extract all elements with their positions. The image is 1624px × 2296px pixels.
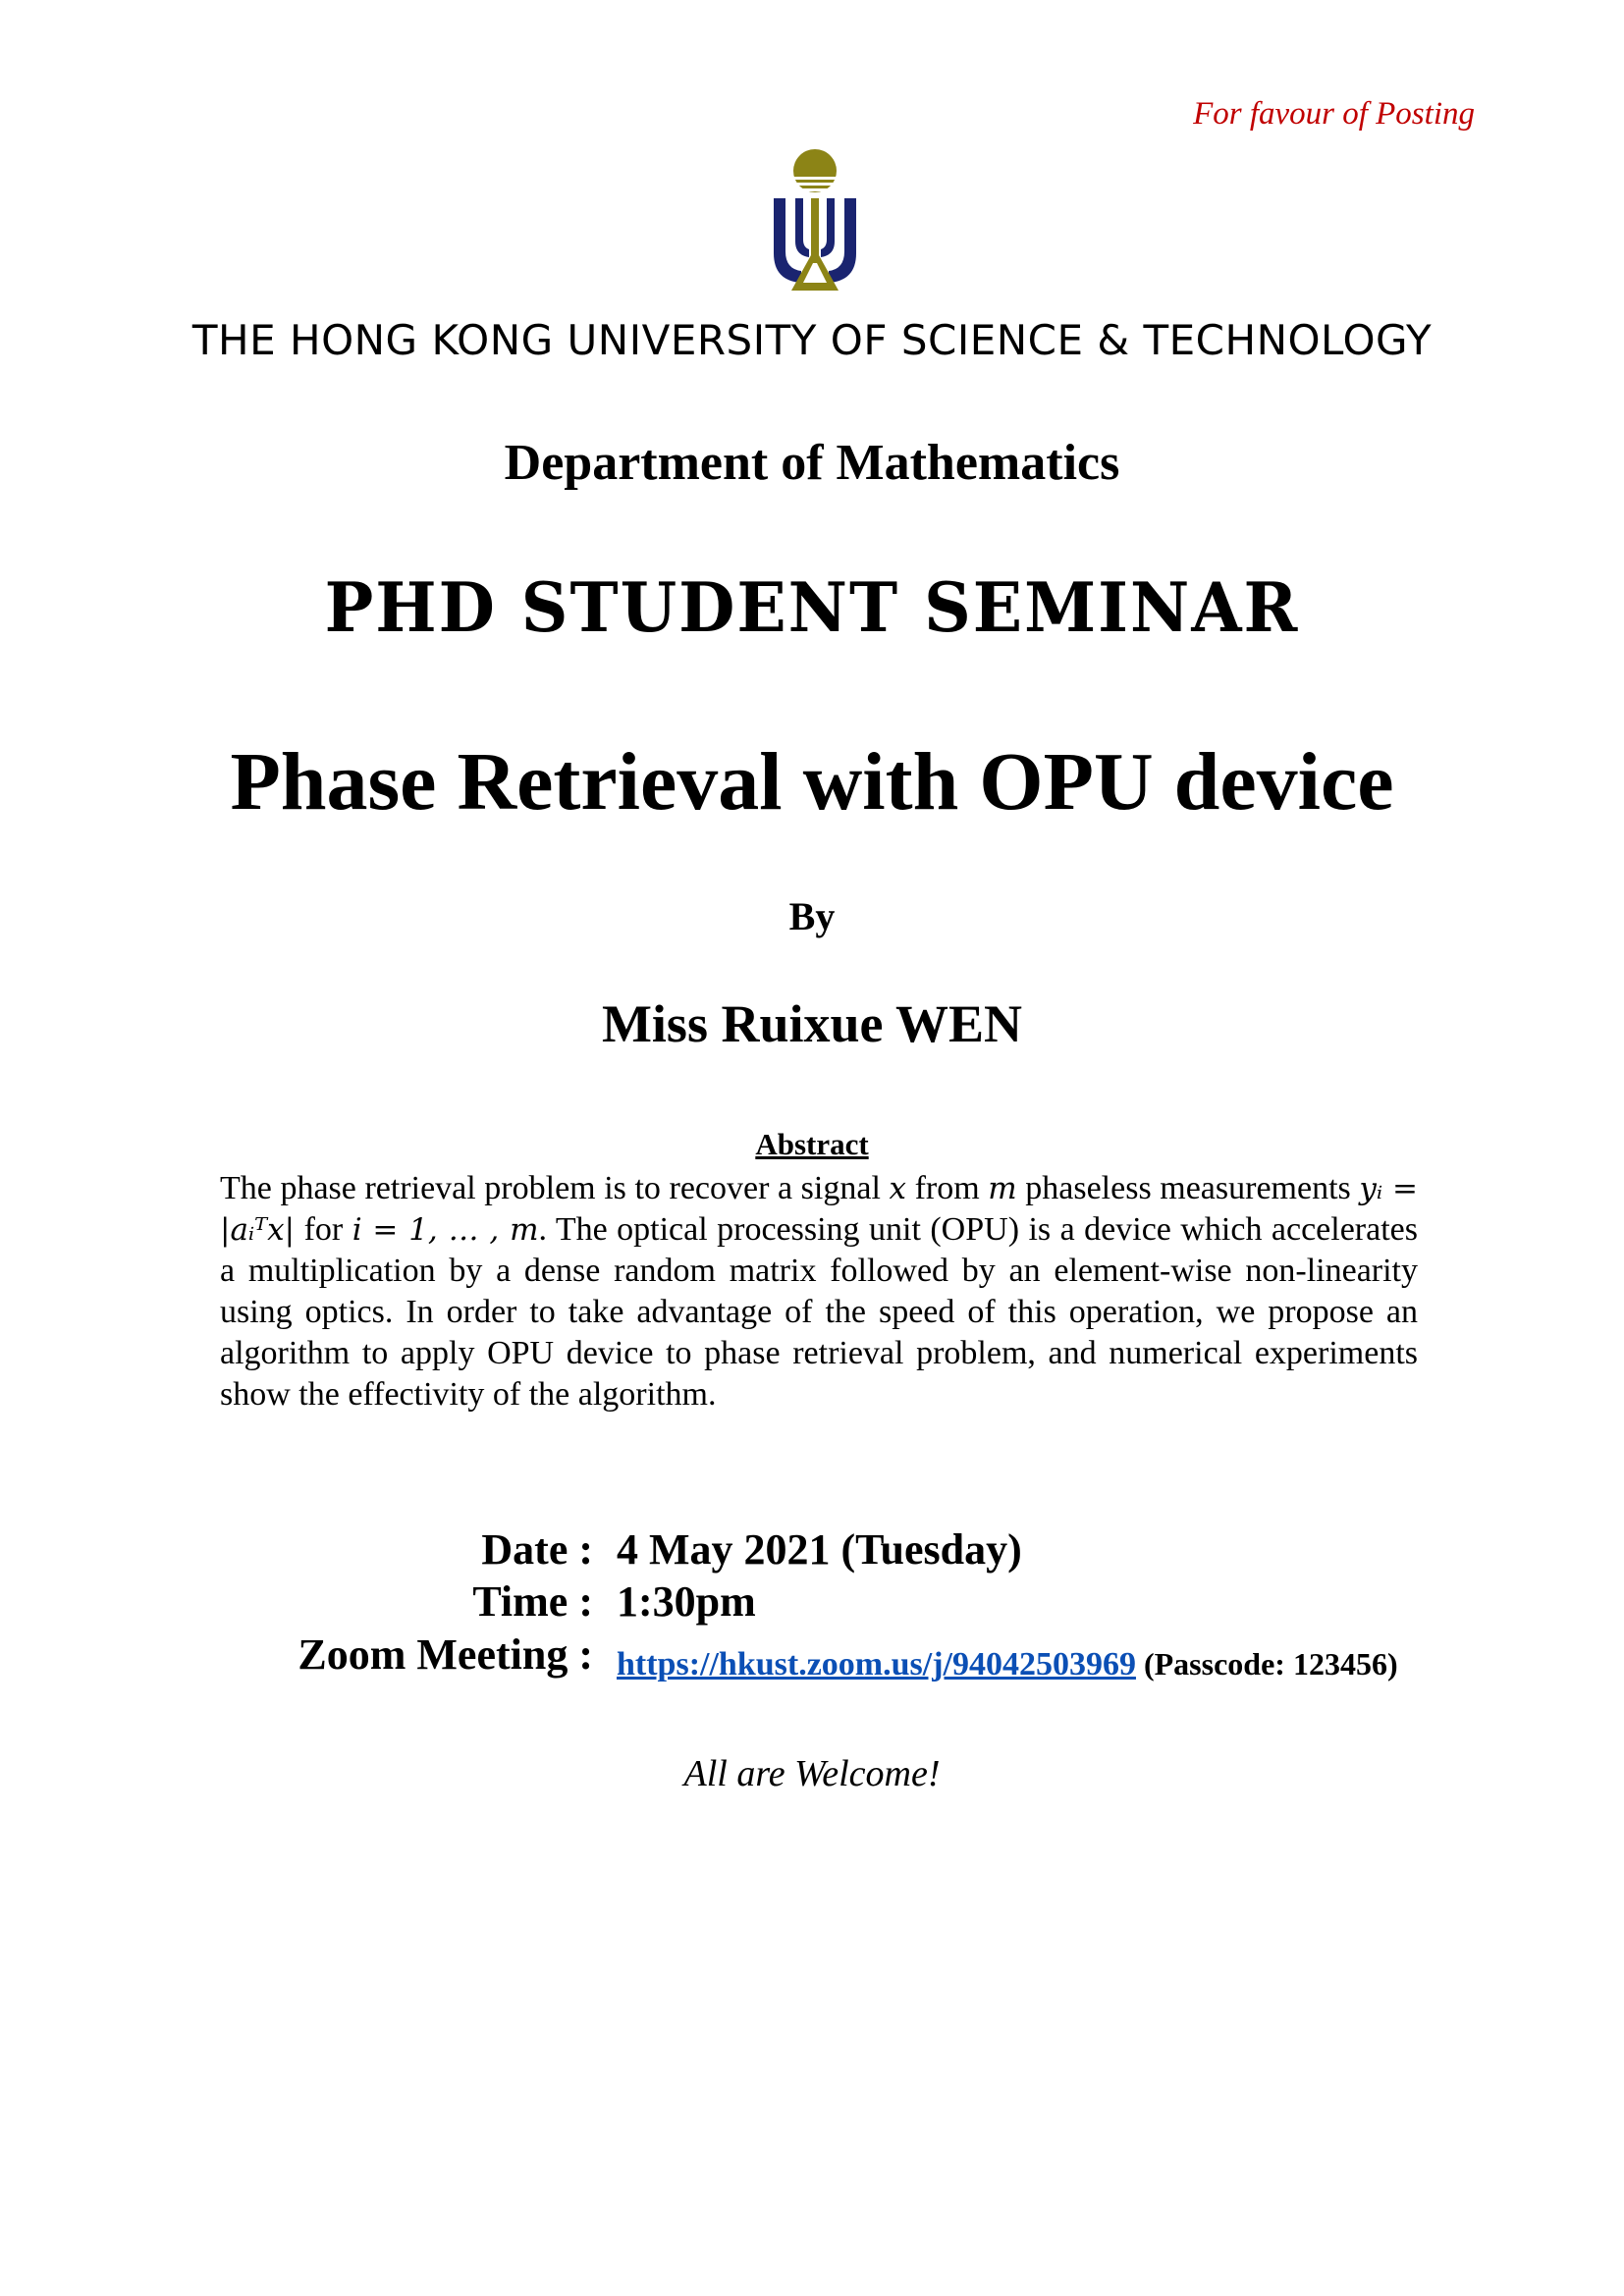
- math-variable: m: [988, 1171, 1017, 1206]
- abstract-text-part: The phase retrieval problem is to recover a signal: [220, 1170, 890, 1206]
- abstract-text-part: from: [905, 1170, 989, 1206]
- speaker-name: Miss Ruixue WEN: [601, 994, 1023, 1053]
- zoom-label: Zoom Meeting :: [298, 1630, 593, 1679]
- math-variable: x: [889, 1171, 906, 1206]
- abstract-text: [220, 1168, 1418, 1415]
- date-value: 4 May 2021 (Tuesday): [617, 1525, 1022, 1574]
- time-label: Time :: [472, 1577, 593, 1626]
- zoom-info: [617, 1635, 1398, 1685]
- abstract-text-part: for: [295, 1211, 352, 1248]
- university-name: THE HONG KONG UNIVERSITY OF SCIENCE & TECHNOLOGY: [191, 316, 1433, 364]
- posting-note: For favour of Posting: [1193, 96, 1475, 132]
- date-label: Date :: [481, 1525, 593, 1574]
- abstract-text-part: . The optical processing unit (OPU) is a device which accelerates a multiplication by a dense random matrix followed by an element-wise non-linearity using optics. In order to take advantage of the speed of this operation, we propose an algorithm to apply OPU device to phase retrieval problem, and numerical experiments show the effectivity of the algorithm.: [220, 1211, 1418, 1413]
- abstract-text-part: phaseless measurements: [1016, 1170, 1360, 1206]
- hkust-logo-icon: [770, 147, 860, 294]
- zoom-meeting-link[interactable]: https://hkust.zoom.us/j/94042503969: [617, 1646, 1136, 1682]
- math-range: i = 1, … , m: [352, 1212, 539, 1248]
- zoom-passcode: (Passcode: 123456): [1135, 1646, 1398, 1682]
- department-name: Department of Mathematics: [504, 435, 1120, 491]
- time-value: 1:30pm: [617, 1577, 756, 1626]
- abstract-heading: Abstract: [755, 1127, 869, 1161]
- by-label: By: [788, 894, 836, 938]
- talk-title: Phase Retrieval with OPU device: [230, 736, 1394, 828]
- seminar-type: PHD STUDENT SEMINAR: [324, 567, 1300, 648]
- math-formula: yᵢ = |aᵢᵀx|: [220, 1171, 1419, 1248]
- welcome-message: All are Welcome!: [683, 1753, 941, 1794]
